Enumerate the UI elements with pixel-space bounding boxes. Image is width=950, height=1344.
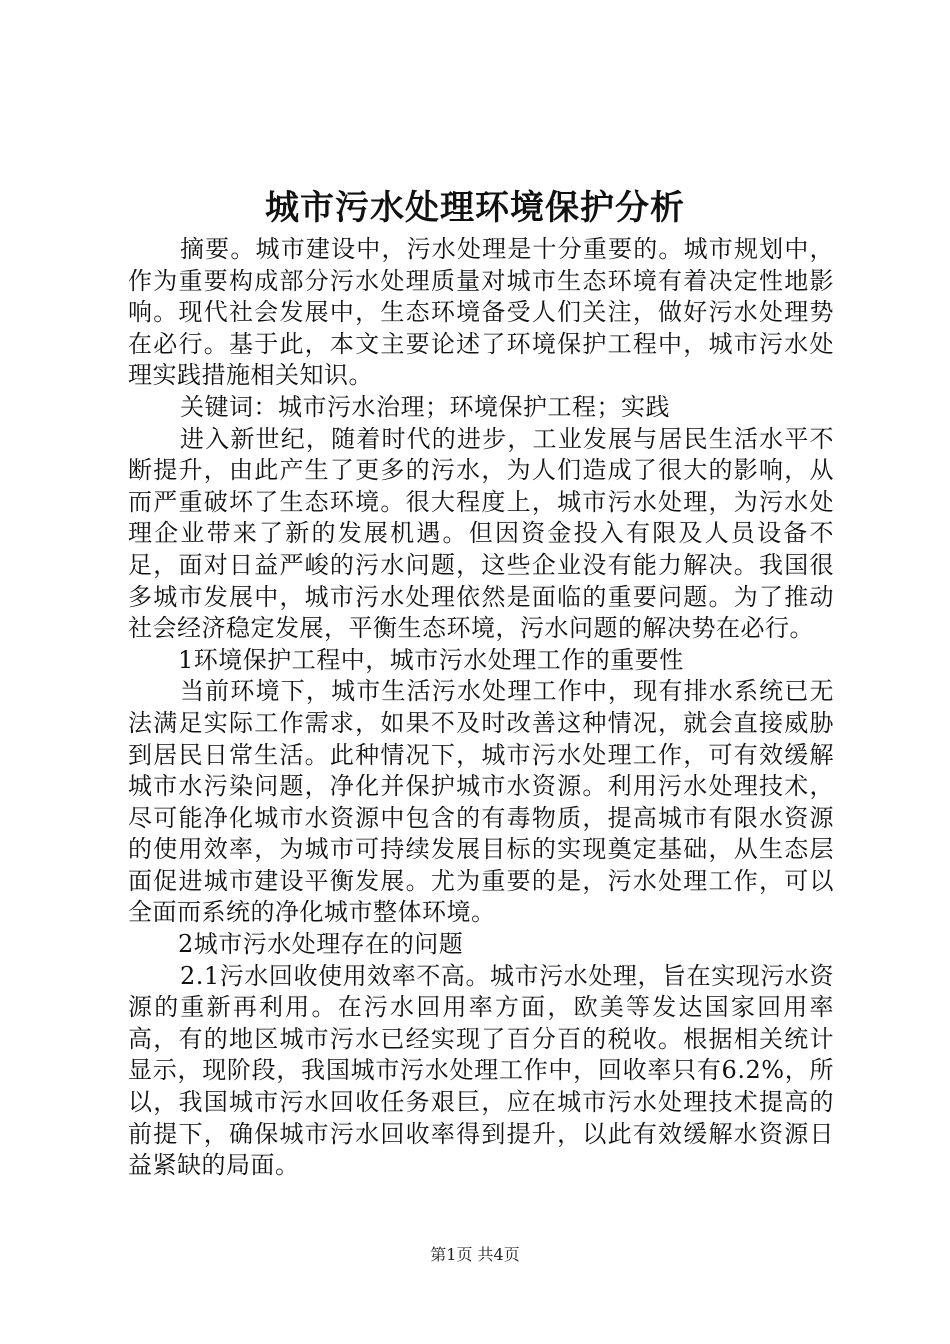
- section-2-1-paragraph: 2.1污水回收使用效率不高。城市污水处理，旨在实现污水资源的重新再利用。在污水回用率方面，欧美等发达国家回用率高，有的地区城市污水已经实现了百分百的税收。根据相关统计显示，现阶段，我国城市污水处理工作中，回收率只有6.2%，所以，我国城市污水回收任务艰巨，应在城市污水处理技术提高的前提下，确保城市污水回收率得到提升，以此有效缓解水资源日益紧缺的局面。: [128, 961, 834, 1180]
- keywords-paragraph: 关键词：城市污水治理；环境保护工程；实践: [180, 392, 670, 421]
- section-2-heading: 2城市污水处理存在的问题: [178, 930, 464, 959]
- section-1-paragraph: 当前环境下，城市生活污水处理工作中，现有排水系统已无法满足实际工作需求，如果不及时改善这种情况，就会直接威胁到居民日常生活。此种情况下，城市污水处理工作，可有效缓解城市水污染问题，净化并保护城市水资源。利用污水处理技术，尽可能净化城市水资源中包含的有毒物质，提高城市有限水资源的使用效率，为城市可持续发展目标的实现奠定基础，从生态层面促进城市建设平衡发展。尤为重要的是，污水处理工作，可以全面而系统的净化城市整体环境。: [128, 677, 834, 927]
- abstract-paragraph: 摘要。城市建设中，污水处理是十分重要的。城市规划中，作为重要构成部分污水处理质量对城市生态环境有着决定性地影响。现代社会发展中，生态环境备受人们关注，做好污水处理势在必行。基于此，本文主要论述了环境保护工程中，城市污水处理实践措施相关知识。: [128, 235, 834, 390]
- page-title: 城市污水处理环境保护分析: [265, 188, 685, 228]
- page-footer: 第1页 共4页: [430, 1245, 520, 1264]
- section-1-heading: 1环境保护工程中，城市污水处理工作的重要性: [178, 645, 684, 674]
- intro-paragraph: 进入新世纪，随着时代的进步，工业发展与居民生活水平不断提升，由此产生了更多的污水，为人们造成了很大的影响，从而严重破坏了生态环境。很大程度上，城市污水处理，为污水处理企业带来了新的发展机遇。但因资金投入有限及人员设备不足，面对日益严峻的污水问题，这些企业没有能力解决。我国很多城市发展中，城市污水处理依然是面临的重要问题。为了推动社会经济稳定发展，平衡生态环境，污水问题的解决势在必行。: [128, 424, 834, 643]
- document-body: [128, 234, 834, 1182]
